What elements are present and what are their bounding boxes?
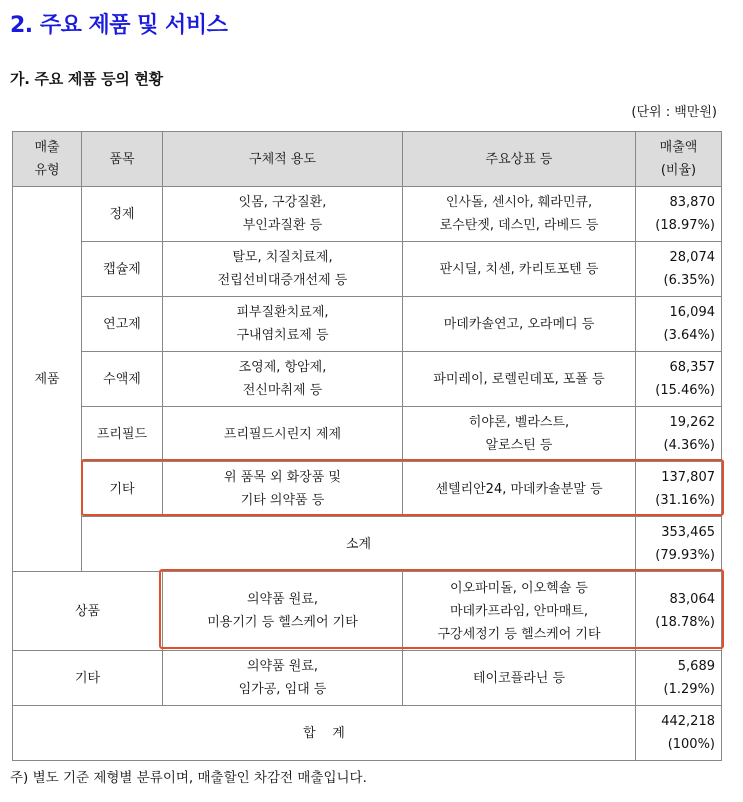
subsection-title: 가. 주요 제품 등의 현황: [10, 70, 163, 88]
table-row: [13, 352, 722, 407]
table-row: [13, 187, 722, 242]
row-item: 수액제: [82, 352, 163, 407]
row-item: 연고제: [82, 297, 163, 352]
row-usage: 프리필드시린지 제제: [163, 407, 403, 462]
row-usage: 탈모, 치질치료제, 전립선비대증개선제 등: [163, 242, 403, 297]
total-label: 합 계: [13, 706, 636, 761]
row-usage: 잇몸, 구강질환, 부인과질환 등: [163, 187, 403, 242]
header-sales-type: 매출 유형: [13, 132, 82, 187]
goods-type: 상품: [13, 572, 163, 651]
row-sales: 28,074 (6.35%): [636, 242, 722, 297]
other-type: 기타: [13, 651, 163, 706]
row-sales: 137,807 (31.16%): [636, 462, 722, 517]
footnote: 주) 별도 기준 제형별 분류이며, 매출할인 차감전 매출입니다.: [10, 770, 367, 786]
row-usage: 위 품목 외 화장품 및 기타 의약품 등: [163, 462, 403, 517]
other-brand: 테이코플라닌 등: [403, 651, 636, 706]
row-sales: 68,357 (15.46%): [636, 352, 722, 407]
row-brand: 파미레이, 로렐린데포, 포폴 등: [403, 352, 636, 407]
table-row: [13, 242, 722, 297]
other-row: [13, 651, 722, 706]
other-usage: 의약품 원료, 임가공, 임대 등: [163, 651, 403, 706]
header-brand: 주요상표 등: [403, 132, 636, 187]
unit-note: (단위 : 백만원): [631, 105, 717, 120]
header-usage: 구체적 용도: [163, 132, 403, 187]
row-brand: 센텔리안24, 마데카솔분말 등: [403, 462, 636, 517]
row-brand: 마데카솔연고, 오라메디 등: [403, 297, 636, 352]
goods-brand: 이오파미돌, 이오헥솔 등 마데카프라임, 안마매트, 구강세정기 등 헬스케어 기타: [403, 572, 636, 651]
section-title: 2. 주요 제품 및 서비스: [10, 13, 228, 38]
goods-sales: 83,064 (18.78%): [636, 572, 722, 651]
subtotal-label: 소계: [82, 517, 636, 572]
subtotal-sales: 353,465 (79.93%): [636, 517, 722, 572]
subtotal-row: [13, 517, 722, 572]
products-table: [12, 131, 722, 761]
row-item: 프리필드: [82, 407, 163, 462]
row-item: 캡슐제: [82, 242, 163, 297]
total-sales: 442,218 (100%): [636, 706, 722, 761]
group-products: 제품: [13, 187, 82, 572]
other-sales: 5,689 (1.29%): [636, 651, 722, 706]
row-brand: 히야론, 벨라스트, 알로스틴 등: [403, 407, 636, 462]
row-usage: 조영제, 항암제, 전신마취제 등: [163, 352, 403, 407]
table-row: [13, 297, 722, 352]
goods-usage: 의약품 원료, 미용기기 등 헬스케어 기타: [163, 572, 403, 651]
table-row: [13, 462, 722, 517]
table-header-row: [13, 132, 722, 187]
header-item: 품목: [82, 132, 163, 187]
row-usage: 피부질환치료제, 구내염치료제 등: [163, 297, 403, 352]
row-item: 정제: [82, 187, 163, 242]
total-row: [13, 706, 722, 761]
row-item: 기타: [82, 462, 163, 517]
row-sales: 83,870 (18.97%): [636, 187, 722, 242]
row-sales: 16,094 (3.64%): [636, 297, 722, 352]
row-brand: 판시딜, 치센, 카리토포텐 등: [403, 242, 636, 297]
row-brand: 인사돌, 센시아, 훼라민큐, 로수탄젯, 데스민, 라베드 등: [403, 187, 636, 242]
header-sales: 매출액 (비율): [636, 132, 722, 187]
table-row: [13, 407, 722, 462]
row-sales: 19,262 (4.36%): [636, 407, 722, 462]
goods-row: [13, 572, 722, 651]
